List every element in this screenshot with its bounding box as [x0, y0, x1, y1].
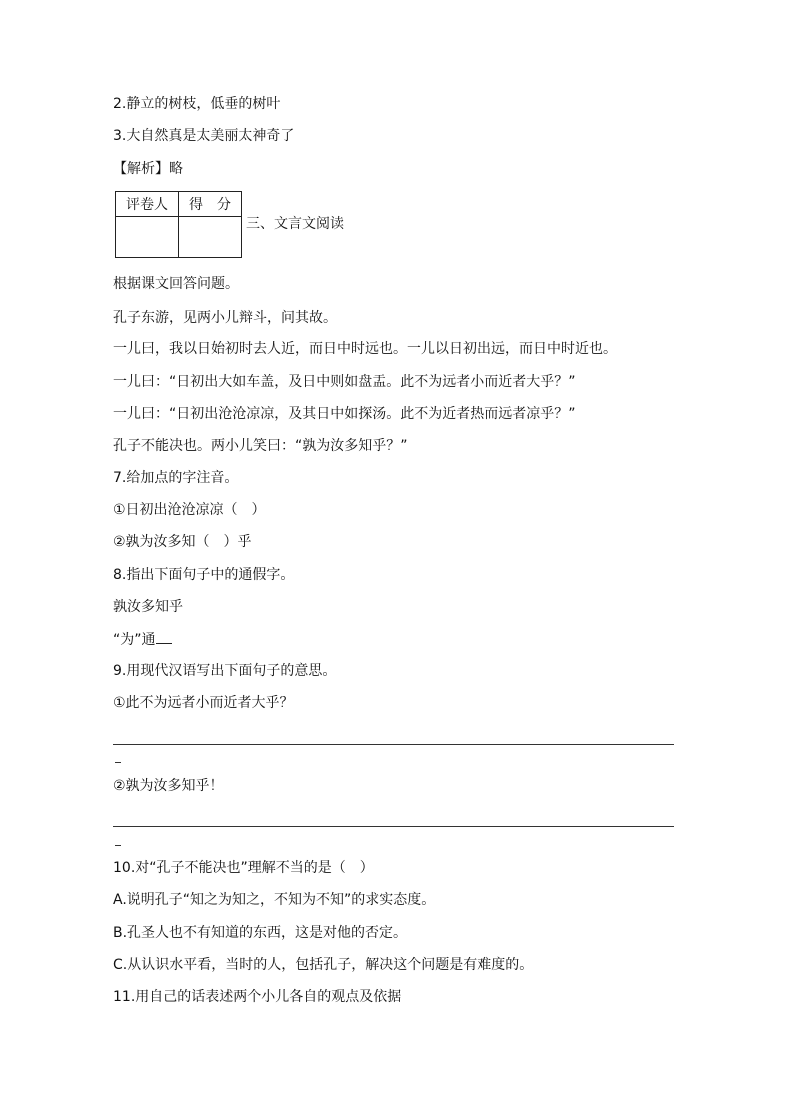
question-11: 11.用自己的话表述两个小儿各自的观点及依据 — [113, 989, 402, 1005]
question-8: 8.指出下面句子中的通假字。 — [113, 567, 295, 583]
question-10-option-a: A.说明孔子“知之为知之，不知为不知”的求实态度。 — [113, 892, 436, 908]
line-item-3: 3.大自然真是太美丽太神奇了 — [113, 128, 295, 144]
section-heading: 三、文言文阅读 — [246, 216, 344, 232]
question-10-option-c: C.从认识水平看，当时的人，包括孔子，解决这个问题是有难度的。 — [113, 957, 534, 973]
score-header: 得 分 — [179, 192, 242, 217]
grader-cell — [116, 217, 179, 258]
question-9: 9.用现代汉语写出下面句子的意思。 — [113, 663, 337, 679]
answer-blank[interactable] — [156, 629, 172, 644]
answer-line-2[interactable] — [113, 826, 674, 827]
question-7-item-1: ①日初出沧沧凉凉（ ） — [113, 502, 266, 518]
passage-line-1: 孔子东游，见两小儿辩斗，问其故。 — [113, 310, 337, 326]
analysis-line: 【解析】略 — [113, 161, 183, 177]
question-8-answer-text: “为”通 — [113, 632, 156, 648]
passage-line-3: 一儿曰：“日初出大如车盖，及日中则如盘盂。此不为远者小而近者大乎？” — [113, 374, 576, 390]
grader-header: 评卷人 — [116, 192, 179, 217]
question-10-option-b: B.孔圣人也不有知道的东西，这是对他的否定。 — [113, 925, 408, 941]
score-table — [115, 191, 242, 258]
line-item-2: 2.静立的树枝，低垂的树叶 — [113, 96, 281, 112]
question-9-item-2: ②孰为汝多知乎！ — [113, 778, 224, 794]
question-7: 7.给加点的字注音。 — [113, 470, 239, 486]
instruction-line: 根据课文回答问题。 — [113, 276, 239, 292]
question-10: 10.对“孔子不能决也”理解不当的是（ ） — [113, 860, 374, 876]
passage-line-4: 一儿曰：“日初出沧沧凉凉，及其日中如探汤。此不为近者热而远者凉乎？” — [113, 406, 576, 422]
question-7-item-2: ②孰为汝多知（ ）乎 — [113, 534, 252, 550]
passage-line-5: 孔子不能决也。两小儿笑曰：“孰为汝多知乎？” — [113, 438, 408, 454]
answer-line-1[interactable] — [113, 744, 674, 745]
question-8-sentence: 孰汝多知乎 — [113, 599, 183, 615]
answer-line-1-tail — [115, 762, 121, 763]
question-8-answer — [113, 629, 172, 650]
answer-line-2-tail — [115, 845, 121, 846]
score-cell — [179, 217, 242, 258]
passage-line-2: 一儿曰，我以日始初时去人近，而日中时远也。一儿以日初出远，而日中时近也。 — [113, 341, 617, 357]
question-9-item-1: ①此不为远者小而近者大乎？ — [113, 695, 294, 711]
